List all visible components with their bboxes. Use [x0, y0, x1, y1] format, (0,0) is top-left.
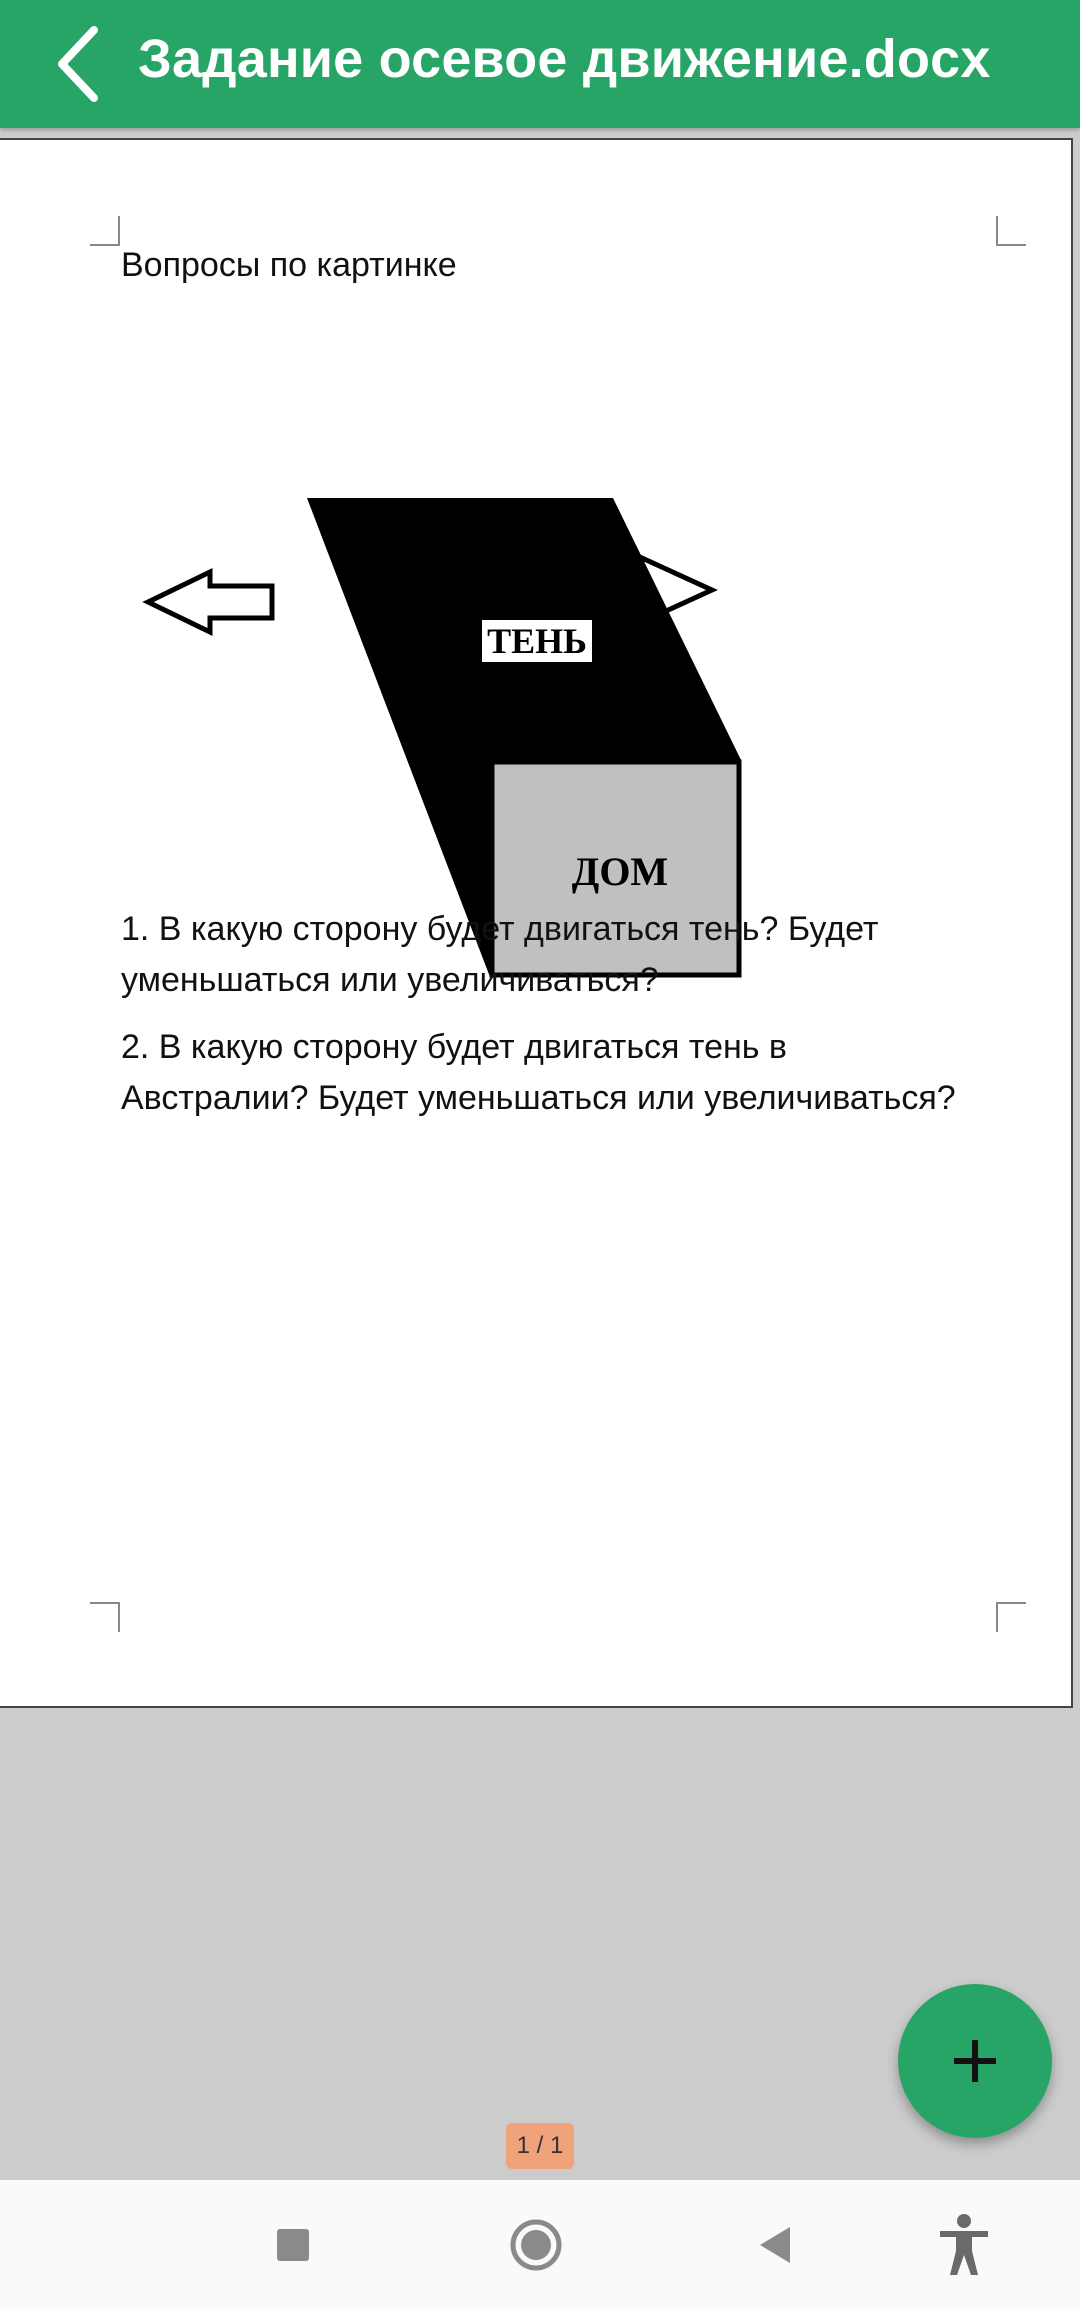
nav-back-button[interactable]: [726, 2200, 826, 2290]
document-page: [0, 138, 1073, 1708]
crop-mark-top-left: [90, 216, 120, 246]
document-heading: Вопросы по картинке: [121, 246, 457, 284]
house-label: ДОМ: [571, 849, 669, 894]
document-title: Задание осевое движение.docx: [138, 29, 991, 89]
home-button[interactable]: [486, 2200, 586, 2290]
left-arrow-icon: [148, 572, 272, 632]
accessibility-icon: [936, 2213, 992, 2277]
accessibility-button[interactable]: [914, 2200, 1014, 2290]
chevron-left-icon: [50, 24, 110, 104]
recents-square-icon: [273, 2225, 313, 2265]
crop-mark-bottom-right: [996, 1602, 1026, 1632]
question-2: 2. В какую сторону будет двигаться тень в Австралии? Будет уменьшаться или увеличиваться?: [121, 1028, 956, 1117]
question-1: 1. В какую сторону будет двигаться тень? Будет уменьшаться или увеличиваться?: [121, 910, 879, 999]
page-indicator: 1 / 1: [506, 2123, 574, 2169]
shadow-label: ТЕНЬ: [487, 621, 587, 661]
home-circle-icon: [508, 2217, 564, 2273]
back-button[interactable]: [30, 14, 130, 114]
recents-button[interactable]: [243, 2200, 343, 2290]
shadow-figure: [130, 340, 870, 990]
app-bar: [0, 0, 1080, 128]
plus-icon: [950, 2036, 1000, 2086]
system-navigation-bar: [0, 2180, 1080, 2311]
back-triangle-icon: [754, 2223, 798, 2267]
crop-mark-top-right: [996, 216, 1026, 246]
crop-mark-bottom-left: [90, 1602, 120, 1632]
add-fab-button[interactable]: [898, 1984, 1052, 2138]
